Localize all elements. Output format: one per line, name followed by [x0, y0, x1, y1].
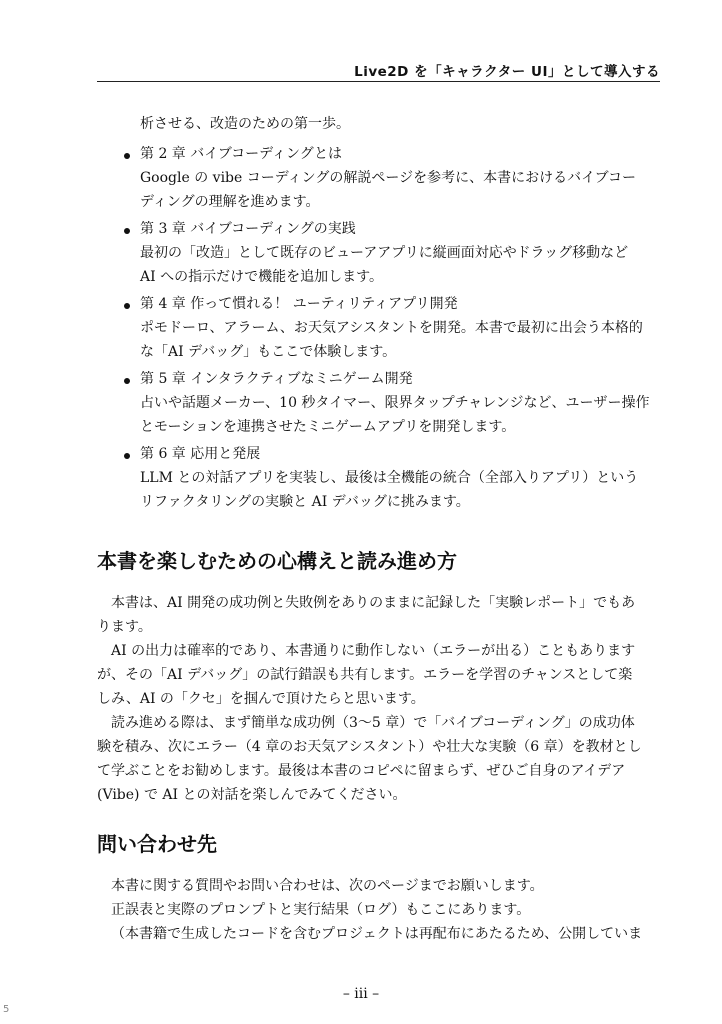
bullet-icon [124, 228, 130, 234]
chapter-3-desc-1: 最初の「改造」として既存のビューアアプリに縦画面対応やドラッグ移動など [140, 245, 629, 261]
paragraph-line: しみ、AI の「クセ」を掴んで頂けたらと思います。 [97, 691, 425, 707]
chapter-3-desc-2: AI への指示だけで機能を追加します。 [140, 269, 383, 285]
paragraph-line: が、その「AI デバッグ」の試行錯誤も共有します。エラーを学習のチャンスとして楽 [97, 667, 633, 683]
bullet-icon [124, 153, 130, 159]
chapter-4-desc-2: な「AI デバッグ」もここで体験します。 [140, 344, 397, 360]
chapter-6-desc-2: リファクタリングの実験と AI デバッグに挑みます。 [140, 494, 470, 510]
paragraph-line: て学ぶことをお勧めします。最後は本書のコピペに留まらず、ぜひご自身のアイデア [97, 763, 626, 779]
chapter-4-title: 第 4 章 作って慣れる！ ユーティリティアプリ開発 [140, 296, 458, 312]
paragraph-line: ります。 [97, 619, 152, 635]
paragraph-line: (Vibe) で AI との対話を楽しんでみてください。 [97, 787, 407, 803]
page-number: – iii – [342, 986, 380, 1002]
paragraph-line: 本書は、AI 開発の成功例と失敗例をありのままに記録した「実験レポート」でもあ [111, 595, 636, 611]
chapter-2-desc-1: Google の vibe コーディングの解説ページを参考に、本書におけるバイブコー [140, 170, 636, 186]
chapter-5-title: 第 5 章 インタラクティブなミニゲーム開発 [140, 371, 413, 387]
section-heading-mindset: 本書を楽しむための心構えと読み進め方 [97, 549, 457, 573]
chapter-5-desc-1: 占いや話題メーカー、10 秒タイマー、限界タップチャレンジなど、ユーザー操作 [140, 395, 650, 411]
chapter-6-title: 第 6 章 応用と発展 [140, 446, 261, 462]
paragraph-line: 正誤表と実際のプロンプトと実行結果（ログ）もここにあります。 [111, 902, 531, 918]
bullet-icon [124, 378, 130, 384]
running-header: Live2D を「キャラクター UI」として導入する [354, 64, 660, 80]
chapter-5-desc-2: とモーションを連携させたミニゲームアプリを開発します。 [140, 419, 516, 435]
sheet-number: 5 [3, 1004, 10, 1015]
intro-tail: 析させる、改造のための第一歩。 [140, 116, 350, 132]
paragraph-line: （本書籍で生成したコードを含むプロジェクトは再配布にあたるため、公開していま [111, 926, 643, 942]
chapter-6-desc-1: LLM との対話アプリを実装し、最後は全機能の統合（全部入りアプリ）という [140, 470, 639, 486]
chapter-4-desc-1: ポモドーロ、アラーム、お天気アシスタントを開発。本書で最初に出会う本格的 [140, 320, 643, 336]
chapter-2-title: 第 2 章 バイブコーディングとは [140, 146, 343, 162]
bullet-icon [124, 303, 130, 309]
paragraph-line: 本書に関する質問やお問い合わせは、次のページまでお願いします。 [111, 878, 544, 894]
paragraph-line: 験を積み、次にエラー（4 章のお天気アシスタント）や壮大な実験（6 章）を教材とし [97, 739, 642, 755]
bullet-icon [124, 453, 130, 459]
header-rule [97, 81, 660, 82]
chapter-2-desc-2: ディングの理解を進めます。 [140, 194, 320, 210]
paragraph-line: 読み進める際は、まず簡単な成功例（3〜5 章）で「バイブコーディング」の成功体 [111, 715, 635, 731]
section-heading-contact: 問い合わせ先 [97, 832, 217, 856]
chapter-3-title: 第 3 章 バイブコーディングの実践 [140, 221, 356, 237]
paragraph-line: AI の出力は確率的であり、本書通りに動作しない（エラーが出る）こともあります [111, 643, 636, 659]
